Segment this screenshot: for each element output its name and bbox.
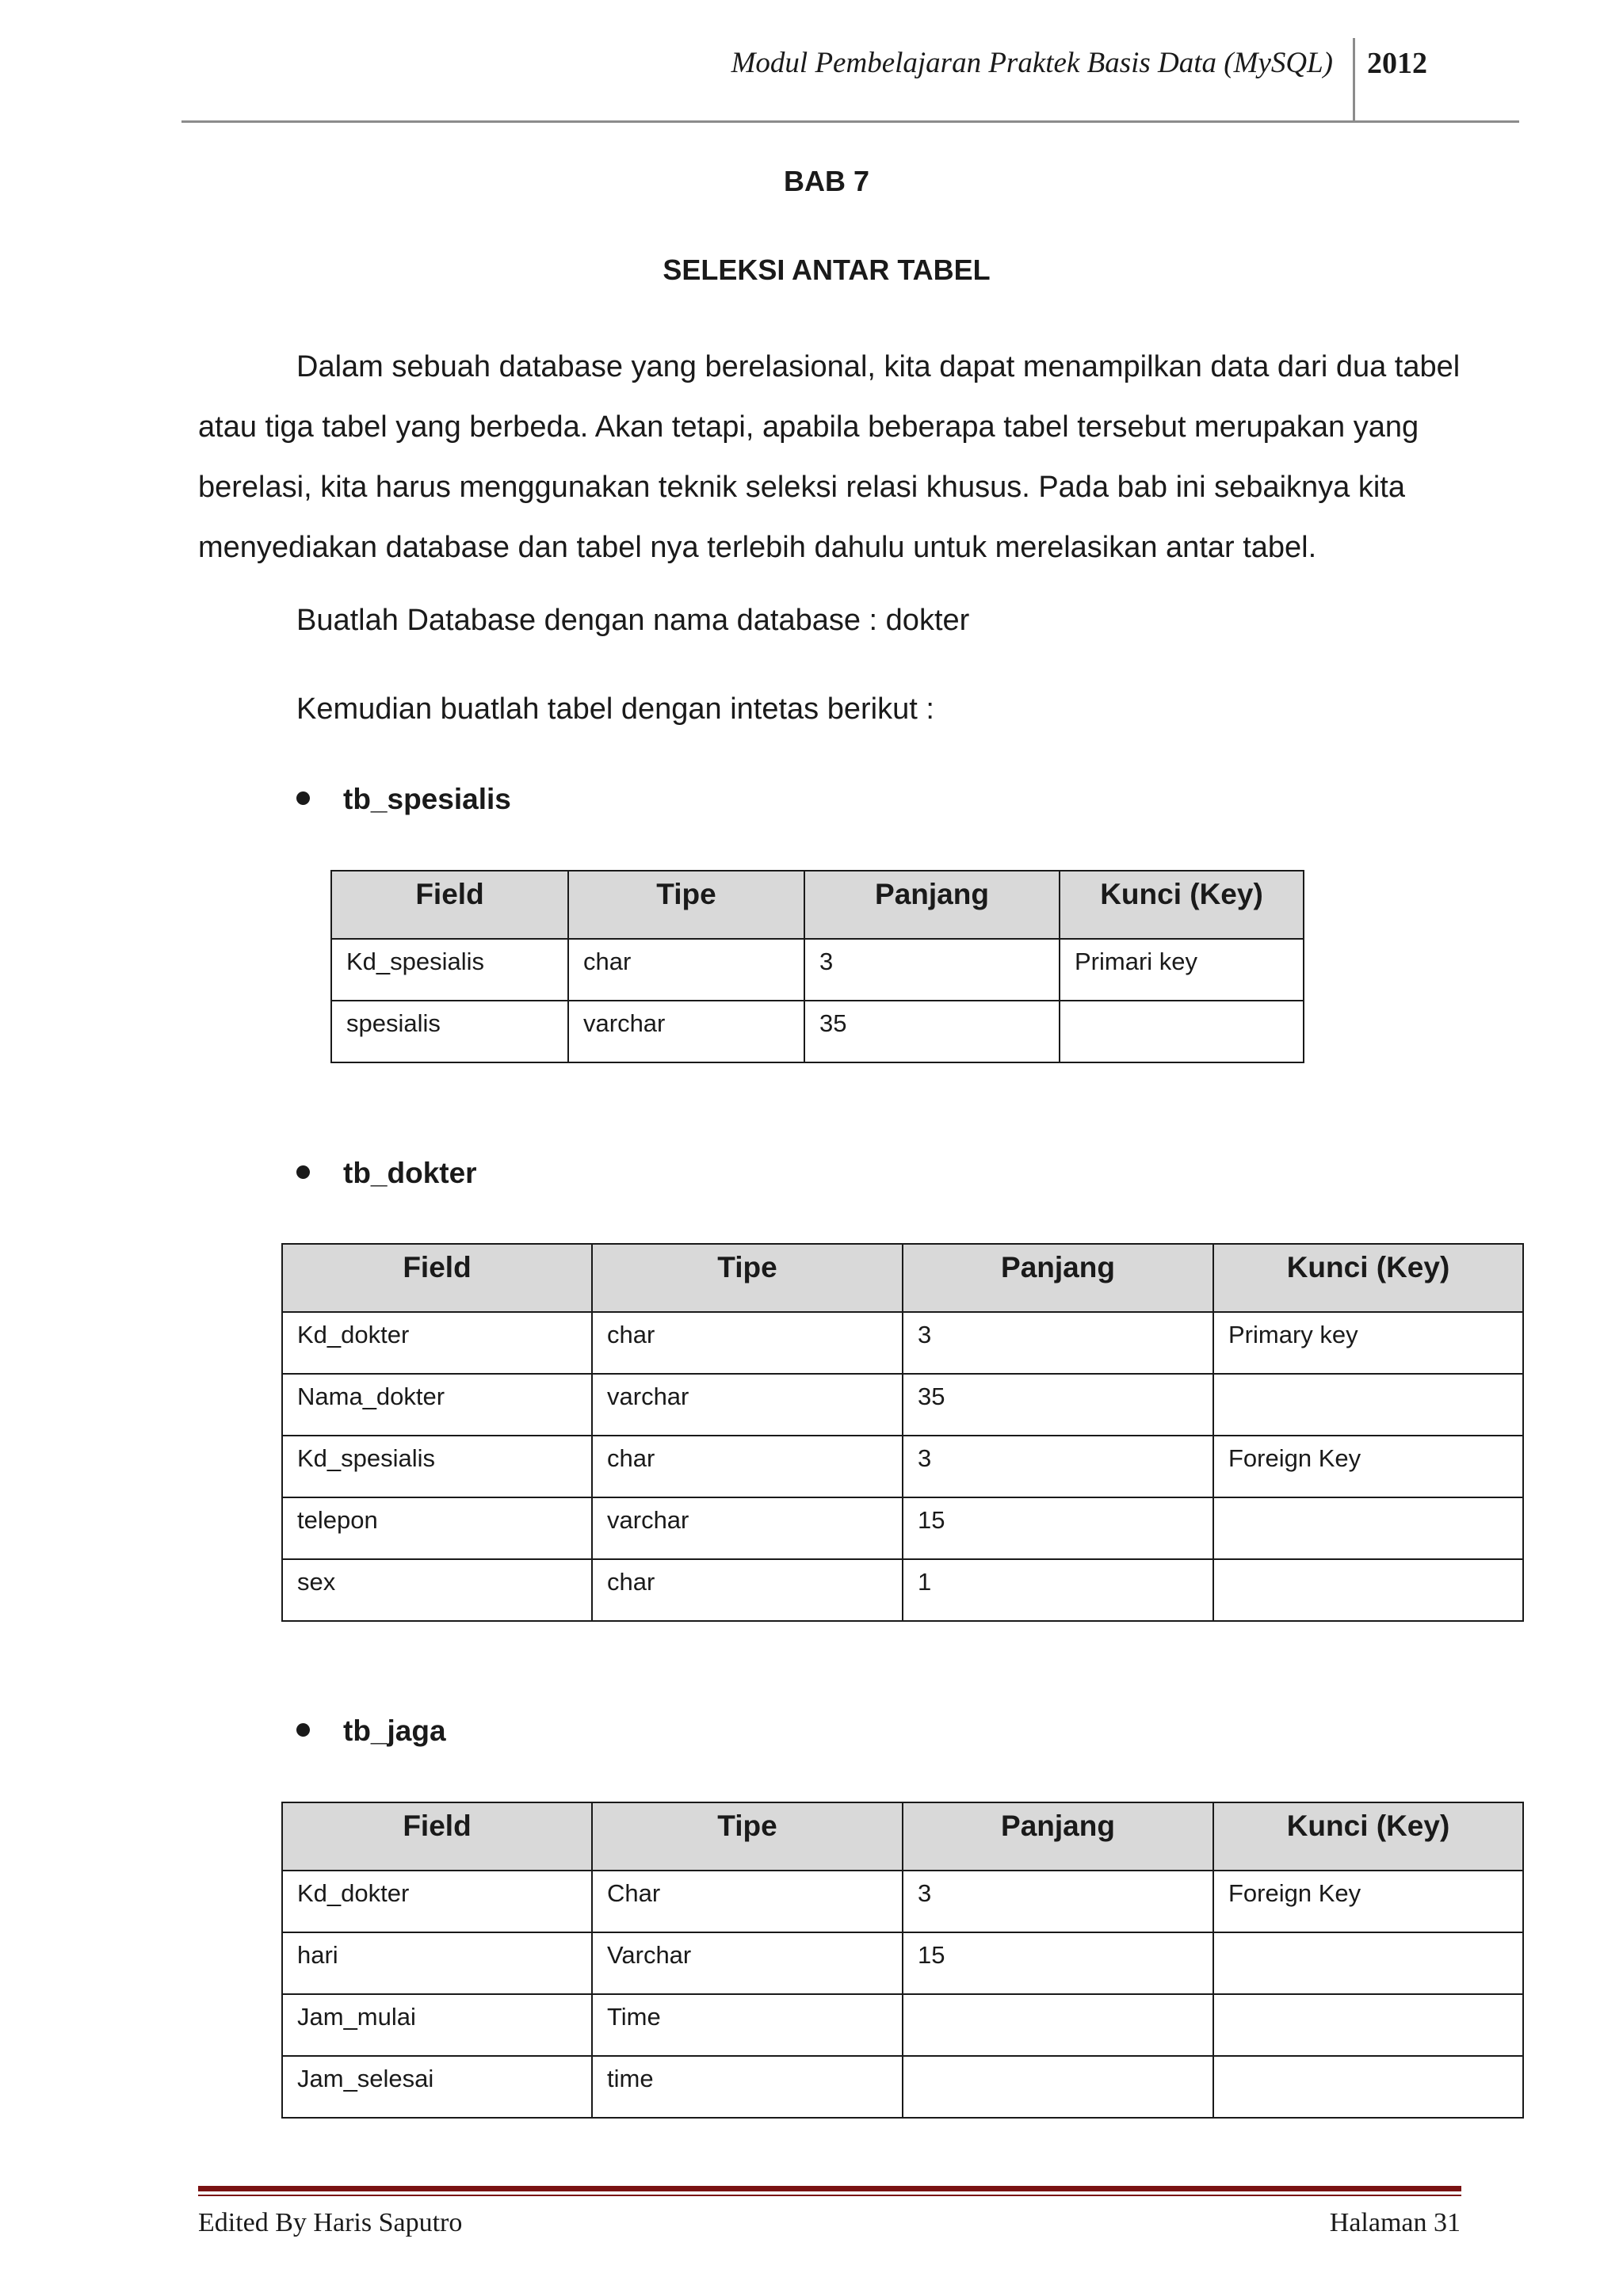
table-cell: Time (592, 1994, 903, 2056)
table-row (282, 2056, 1523, 2118)
table-header-row (282, 1244, 1523, 1312)
table-cell: spesialis (331, 1001, 568, 1062)
table-cell: Primari key (1060, 939, 1304, 1001)
table-cell (1213, 1497, 1523, 1559)
table-row (331, 1001, 1304, 1062)
table-row (282, 1436, 1523, 1497)
table-row (282, 1932, 1523, 1994)
table-spesialis (330, 870, 1304, 1063)
column-header: Field (282, 1244, 592, 1312)
header-year: 2012 (1367, 47, 1427, 80)
table-cell (1213, 1994, 1523, 2056)
instruction-tables: Kemudian buatlah tabel dengan intetas berikut : (296, 692, 934, 726)
table-cell (1213, 2056, 1523, 2118)
table-row (331, 939, 1304, 1001)
table-cell: 3 (804, 939, 1060, 1001)
table-name: tb_jaga (343, 1714, 446, 1747)
table-cell (1213, 1374, 1523, 1436)
column-header: Tipe (592, 1244, 903, 1312)
table-cell: 3 (903, 1871, 1213, 1932)
table-cell: Jam_mulai (282, 1994, 592, 2056)
table-cell: sex (282, 1559, 592, 1621)
table-cell: char (592, 1312, 903, 1374)
table-title-jaga (296, 1714, 446, 1748)
table-cell: 3 (903, 1312, 1213, 1374)
table-cell: time (592, 2056, 903, 2118)
table-cell (903, 1994, 1213, 2056)
table-cell (1213, 1932, 1523, 1994)
module-title: Modul Pembelajaran Praktek Basis Data (MySQL) (731, 47, 1333, 79)
table-name: tb_spesialis (343, 783, 511, 815)
table-row (282, 1312, 1523, 1374)
table-row (282, 1871, 1523, 1932)
table-cell (1213, 1559, 1523, 1621)
table-cell: Kd_spesialis (331, 939, 568, 1001)
page-number: Halaman 31 (1329, 2208, 1461, 2237)
table-cell: Kd_dokter (282, 1871, 592, 1932)
footer-rule (198, 2186, 1461, 2191)
table-title-dokter (296, 1157, 477, 1190)
column-header: Field (282, 1802, 592, 1871)
table-row (282, 1994, 1523, 2056)
table-cell: 15 (903, 1932, 1213, 1994)
chapter-title: SELEKSI ANTAR TABEL (663, 254, 991, 286)
footer-rule-thin (198, 2195, 1461, 2196)
table-cell: hari (282, 1932, 592, 1994)
table-cell: Jam_selesai (282, 2056, 592, 2118)
table-cell: char (592, 1559, 903, 1621)
table-cell: telepon (282, 1497, 592, 1559)
bullet-icon (296, 1723, 310, 1737)
table-cell: Char (592, 1871, 903, 1932)
table-cell (1060, 1001, 1304, 1062)
column-header: Panjang (903, 1802, 1213, 1871)
table-cell: Nama_dokter (282, 1374, 592, 1436)
table-header-row (282, 1802, 1523, 1871)
table-cell: char (592, 1436, 903, 1497)
table-cell: Kd_dokter (282, 1312, 592, 1374)
table-cell: Foreign Key (1213, 1871, 1523, 1932)
table-cell: Foreign Key (1213, 1436, 1523, 1497)
column-header: Field (331, 871, 568, 939)
table-cell (903, 2056, 1213, 2118)
table-cell: 15 (903, 1497, 1213, 1559)
column-header: Kunci (Key) (1213, 1802, 1523, 1871)
table-cell: Primary key (1213, 1312, 1523, 1374)
table-cell: varchar (568, 1001, 804, 1062)
column-header: Tipe (568, 871, 804, 939)
table-cell: varchar (592, 1497, 903, 1559)
column-header: Tipe (592, 1802, 903, 1871)
table-cell: 35 (903, 1374, 1213, 1436)
instruction-database: Buatlah Database dengan nama database : dokter (296, 604, 970, 637)
table-jaga (281, 1802, 1524, 2119)
footer-author: Edited By Haris Saputro (198, 2208, 463, 2237)
column-header: Panjang (903, 1244, 1213, 1312)
column-header: Kunci (Key) (1060, 871, 1304, 939)
table-cell: 3 (903, 1436, 1213, 1497)
table-cell: Varchar (592, 1932, 903, 1994)
table-cell: Kd_spesialis (282, 1436, 592, 1497)
table-name: tb_dokter (343, 1157, 477, 1189)
header-separator (1353, 38, 1355, 122)
chapter-number: BAB 7 (783, 165, 870, 197)
table-cell: 1 (903, 1559, 1213, 1621)
table-row (282, 1374, 1523, 1436)
column-header: Kunci (Key) (1213, 1244, 1523, 1312)
header-rule (181, 120, 1519, 123)
intro-paragraph: Dalam sebuah database yang berelasional, kita dapat menampilkan data dari dua tabel atau tiga tabel yang berbeda. Akan tetapi, apabila beberapa tabel tersebut merupakan yang berelasi, kita harus menggunakan teknik seleksi relasi khusus. Pada bab ini sebaiknya kita menyediakan database dan tabel nya terlebih dahulu untuk merelasikan antar tabel. (198, 350, 1461, 564)
table-cell: varchar (592, 1374, 903, 1436)
table-cell: char (568, 939, 804, 1001)
table-row (282, 1497, 1523, 1559)
bullet-icon (296, 1165, 310, 1179)
table-title-spesialis (296, 783, 511, 816)
bullet-icon (296, 791, 310, 805)
table-header-row (331, 871, 1304, 939)
column-header: Panjang (804, 871, 1060, 939)
table-cell: 35 (804, 1001, 1060, 1062)
table-dokter (281, 1243, 1524, 1622)
table-row (282, 1559, 1523, 1621)
